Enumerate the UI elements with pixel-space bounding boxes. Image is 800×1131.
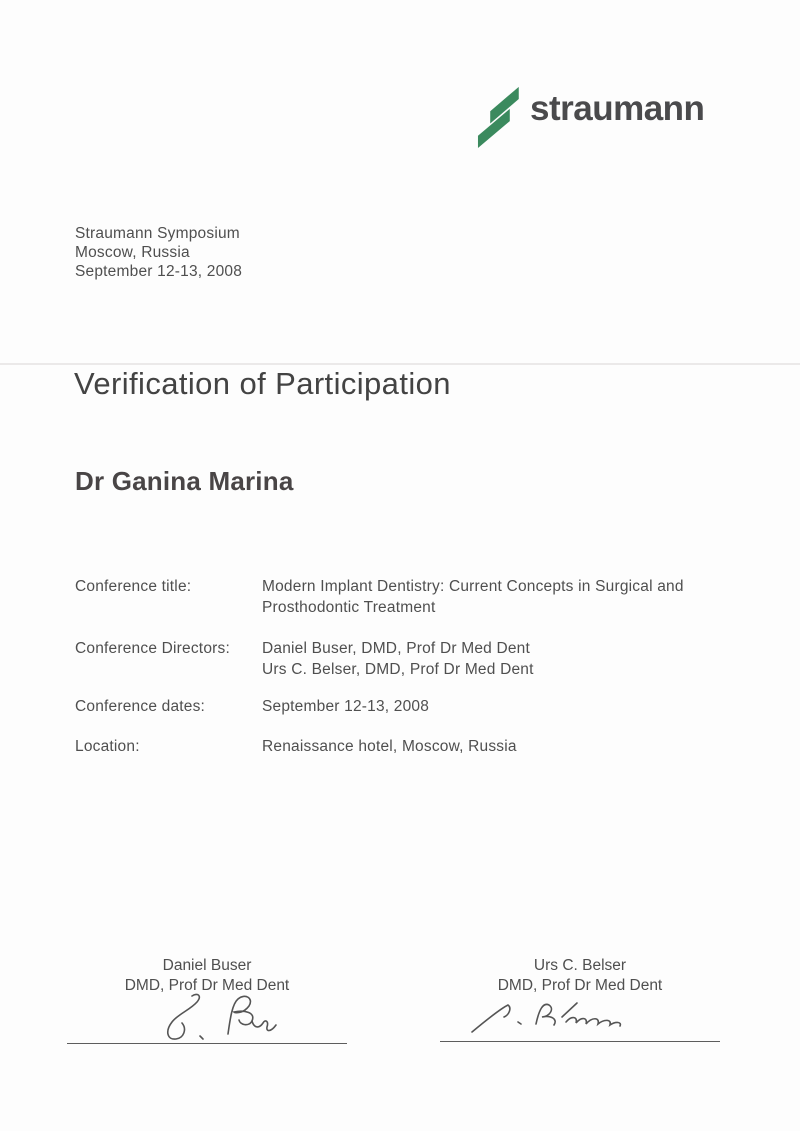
detail-row-location — [75, 736, 702, 757]
detail-value-line: Urs C. Belser, DMD, Prof Dr Med Dent — [262, 661, 534, 678]
detail-label: Location: — [75, 738, 140, 755]
detail-value — [262, 696, 702, 717]
detail-row-conference-title — [75, 576, 702, 618]
signatory-title: DMD, Prof Dr Med Dent — [497, 977, 663, 994]
signatory-title: DMD, Prof Dr Med Dent — [124, 977, 290, 994]
detail-label: Conference dates: — [75, 698, 206, 715]
straumann-s-icon — [477, 86, 523, 148]
detail-value-line: Daniel Buser, DMD, Prof Dr Med Dent — [262, 640, 531, 657]
detail-label: Conference title: — [75, 578, 192, 595]
signatory-name: Daniel Buser — [162, 957, 252, 974]
symposium-name: Straumann Symposium — [75, 225, 240, 242]
detail-value-line: Renaissance hotel, Moscow, Russia — [262, 738, 517, 755]
handwritten-signature-icon — [150, 990, 300, 1048]
detail-value-line: Modern Implant Dentistry: Current Concepts in Surgical and — [262, 578, 684, 595]
handwritten-signature-icon — [470, 998, 640, 1040]
page-title: Verification of Participation — [74, 366, 451, 401]
recipient-name: Dr Ganina Marina — [75, 466, 294, 496]
symposium-city: Moscow, Russia — [75, 244, 190, 261]
detail-value — [262, 576, 702, 618]
straumann-logo — [477, 86, 704, 148]
detail-row-conference-dates — [75, 696, 702, 717]
detail-value-line: Prosthodontic Treatment — [262, 599, 436, 616]
signature-block-urs-belser — [440, 956, 720, 996]
detail-value — [262, 638, 702, 680]
detail-value — [262, 736, 702, 757]
signature-line — [440, 1041, 720, 1042]
straumann-logo-text: straumann — [530, 89, 705, 128]
signature-line — [67, 1043, 347, 1044]
horizontal-divider — [0, 363, 800, 365]
symposium-address-block — [75, 224, 242, 281]
symposium-dates: September 12-13, 2008 — [75, 263, 243, 280]
detail-value-line: September 12-13, 2008 — [262, 698, 430, 715]
detail-label: Conference Directors: — [75, 640, 230, 657]
detail-row-conference-directors — [75, 638, 702, 680]
signatory-name: Urs C. Belser — [533, 957, 627, 974]
